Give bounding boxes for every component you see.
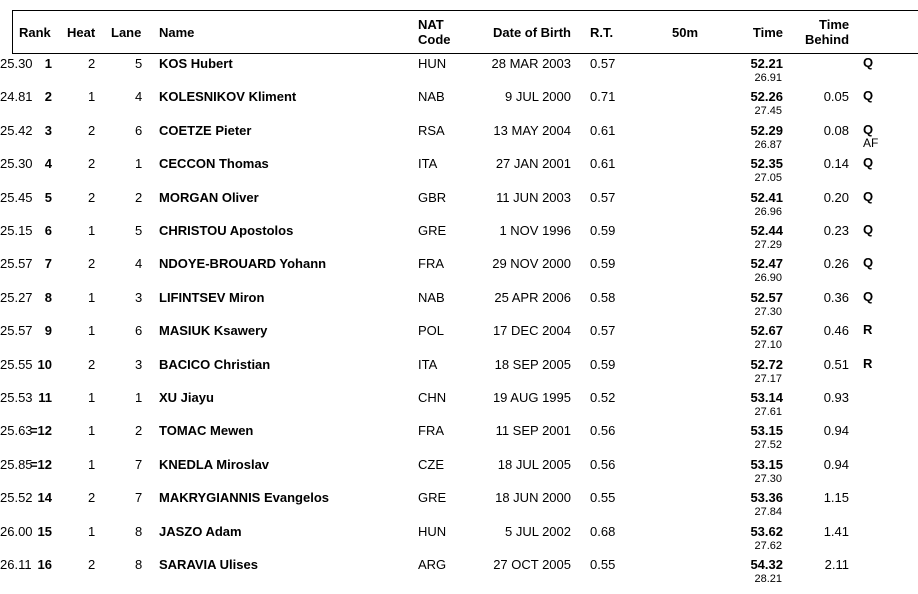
table-row [0,457,918,490]
date-of-birth-cell: 18 JUN 2000 [495,490,571,506]
header-date-of-birth: Date of Birth [493,25,571,40]
table-row [0,89,918,122]
nat-code-cell: GRE [418,490,447,506]
name-cell: MASIUK Ksawery [159,323,268,339]
table-row [0,56,918,89]
name-cell: CECCON Thomas [159,156,269,172]
heat-cell: 1 [88,456,96,472]
heat-cell: 1 [88,523,96,539]
qualification-cell: Q [863,55,874,70]
heat-cell: 2 [88,56,96,71]
reaction-time-cell: 0.57 [590,189,616,205]
time-cell: 53.15 [750,423,783,439]
reaction-time-cell: 0.58 [590,289,616,305]
reaction-time-cell: 0.55 [590,557,616,572]
header-reaction-time: R.T. [590,25,614,40]
time-behind-cell: 0.46 [823,323,849,339]
reaction-time-cell: 0.68 [590,523,616,539]
date-of-birth-cell: 27 OCT 2005 [493,557,571,572]
heat-cell: 2 [88,122,96,138]
time-behind-cell: 1.41 [823,523,849,539]
reaction-time-cell: 0.61 [590,156,616,172]
name-cell: NDOYE-BROUARD Yohann [159,256,327,272]
lane-cell: 5 [135,56,143,71]
rank-cell: 11 [38,390,52,405]
lane-cell: 1 [135,390,143,405]
lane-cell: 4 [135,89,143,105]
rank-cell: 2 [44,89,52,105]
time-behind-cell: 1.15 [823,490,849,506]
split-50m-cell: 25.53 [0,390,33,405]
time-cell: 52.67 [750,323,783,339]
reaction-time-cell: 0.59 [590,223,616,238]
lane-cell: 6 [135,323,143,339]
time-behind-cell: 0.51 [823,356,849,372]
heat-cell: 2 [88,256,96,272]
table-row [0,490,918,523]
heat-cell: 1 [88,423,96,439]
reaction-time-cell: 0.71 [590,89,616,105]
table-row [0,524,918,557]
heat-cell: 2 [88,156,96,172]
date-of-birth-cell: 9 JUL 2000 [504,89,571,105]
name-cell: XU Jiayu [159,390,214,405]
header-name: Name [159,25,195,40]
rank-cell: 10 [37,356,52,372]
rank-cell: 3 [44,122,52,138]
reaction-time-cell: 0.55 [590,490,616,506]
lane-cell: 1 [135,156,143,172]
split-50m-cell: 26.11 [0,557,32,572]
time-behind-cell: 0.14 [823,156,849,172]
split-50m-cell: 24.81 [0,89,33,105]
time-behind-cell: 0.36 [823,289,849,305]
lane-cell: 3 [135,356,143,372]
heat-cell: 1 [88,89,96,105]
qualification-cell: Q [863,121,874,137]
second-split-cell: 27.84 [754,506,782,519]
qualification-extra-cell: AF [863,135,879,150]
rank-cell: 14 [37,490,52,506]
nat-code-cell: FRA [418,423,444,439]
qualification-cell: Q [863,222,874,237]
header-nat-line2: Code [418,32,451,47]
reaction-time-cell: 0.56 [590,456,616,472]
split-50m-cell: 25.27 [0,289,33,305]
nat-code-cell: HUN [418,523,447,539]
split-50m-cell: 25.57 [0,323,33,339]
rank-cell: 5 [44,189,52,205]
second-split-cell: 27.10 [754,339,782,352]
date-of-birth-cell: 28 MAR 2003 [491,56,571,71]
nat-code-cell: NAB [418,89,445,105]
heat-cell: 1 [88,390,96,405]
name-cell: KOS Hubert [159,56,233,71]
name-cell: TOMAC Mewen [159,423,254,439]
nat-code-cell: RSA [418,122,445,138]
table-row [0,357,918,390]
qualification-cell: Q [863,255,874,271]
header-nat-line1: NAT [418,17,444,32]
nat-code-cell: GRE [418,223,447,238]
lane-cell: 5 [135,223,143,238]
table-row [0,557,918,590]
rank-cell: 9 [44,323,52,339]
date-of-birth-cell: 29 NOV 2000 [492,256,571,272]
table-row [0,190,918,223]
header-time: Time [752,25,783,40]
date-of-birth-cell: 17 DEC 2004 [492,323,571,339]
reaction-time-cell: 0.57 [590,323,616,339]
heat-cell: 2 [88,356,96,372]
qualification-cell: Q [863,88,874,104]
second-split-cell: 26.91 [754,72,782,84]
qualification-cell: R [863,355,873,371]
nat-code-cell: ITA [418,356,438,372]
header-time-behind-line2: Behind [805,32,850,47]
reaction-time-cell: 0.52 [590,390,616,405]
time-cell: 53.62 [750,523,783,539]
qualification-cell: Q [863,155,874,171]
nat-code-cell: ITA [418,156,438,172]
time-cell: 52.41 [750,189,783,205]
rank-cell: 16 [37,557,52,572]
table-row [0,390,918,423]
table-row [0,290,918,323]
heat-cell: 1 [88,323,96,339]
second-split-cell: 28.21 [754,573,782,585]
date-of-birth-cell: 5 JUL 2002 [504,523,571,539]
date-of-birth-cell: 13 MAY 2004 [493,122,571,138]
time-behind-cell: 0.94 [823,423,849,439]
qualification-cell: Q [863,188,874,204]
split-50m-cell: 26.00 [0,523,33,539]
name-cell: CHRISTOU Apostolos [159,223,294,238]
time-cell: 52.29 [750,122,783,138]
time-cell: 53.36 [750,490,783,506]
name-cell: KNEDLA Miroslav [159,456,270,472]
nat-code-cell: GBR [418,189,447,205]
split-50m-cell: 25.57 [0,256,33,272]
table-row [0,423,918,456]
lane-cell: 7 [135,490,143,506]
qualification-cell: R [863,322,873,338]
split-50m-cell: 25.85 [0,456,33,472]
time-cell: 52.21 [750,56,783,71]
qualification-cell: Q [863,288,874,304]
second-split-cell: 27.17 [754,372,782,385]
rank-cell: 15 [37,523,52,539]
lane-cell: 7 [135,456,143,472]
lane-cell: 2 [135,189,143,205]
second-split-cell: 26.90 [754,272,782,285]
time-cell: 53.14 [750,390,783,405]
nat-code-cell: NAB [418,289,445,305]
split-50m-cell: 25.15 [0,223,33,238]
lane-cell: 3 [135,289,143,305]
table-row [0,323,918,356]
time-behind-cell: 0.93 [823,390,849,405]
nat-code-cell: FRA [418,256,444,272]
lane-cell: 6 [135,122,143,138]
name-cell: BACICO Christian [159,356,271,372]
lane-cell: 2 [135,423,143,439]
header-heat: Heat [67,25,96,40]
name-cell: SARAVIA Ulises [159,557,258,572]
second-split-cell: 27.30 [754,305,782,318]
date-of-birth-cell: 18 JUL 2005 [497,456,571,472]
split-50m-cell: 25.52 [0,490,33,506]
heat-cell: 1 [88,289,96,305]
rank-cell: 8 [44,289,52,305]
name-cell: MORGAN Oliver [159,189,259,205]
rank-cell: 7 [44,256,52,272]
name-cell: MAKRYGIANNIS Evangelos [159,490,329,506]
time-behind-cell: 0.08 [823,122,849,138]
second-split-cell: 27.30 [754,472,782,485]
name-cell: JASZO Adam [159,523,242,539]
second-split-cell: 27.62 [754,539,782,552]
nat-code-cell: CZE [418,456,444,472]
rank-cell: =12 [29,456,52,472]
second-split-cell: 27.29 [754,239,782,251]
name-cell: COETZE Pieter [159,122,252,138]
rank-cell: =12 [29,423,52,439]
second-split-cell: 27.52 [754,439,782,452]
table-row [0,123,918,156]
time-behind-cell: 0.23 [823,223,849,238]
date-of-birth-cell: 11 JUN 2003 [496,189,571,205]
name-cell: KOLESNIKOV Kliment [159,89,297,105]
time-cell: 52.47 [750,256,783,272]
split-50m-cell: 25.42 [0,122,33,138]
second-split-cell: 26.87 [754,138,782,151]
nat-code-cell: ARG [418,557,447,572]
heat-cell: 2 [88,189,96,205]
time-cell: 52.72 [750,356,783,372]
time-behind-cell: 0.05 [823,89,849,105]
header-time-behind-line1: Time [819,17,850,32]
time-cell: 52.57 [750,289,783,305]
time-behind-cell: 2.11 [824,557,849,572]
table-row [0,156,918,189]
heat-cell: 1 [88,223,96,238]
time-behind-cell: 0.20 [823,189,849,205]
lane-cell: 8 [135,523,143,539]
second-split-cell: 27.61 [754,406,782,418]
time-behind-cell: 0.94 [823,456,849,472]
table-row [0,223,918,256]
date-of-birth-cell: 18 SEP 2005 [494,356,571,372]
split-50m-cell: 25.45 [0,189,33,205]
rank-cell: 4 [44,156,52,172]
header-50m: 50m [672,25,699,40]
rank-cell: 1 [44,56,52,71]
reaction-time-cell: 0.61 [590,122,616,138]
lane-cell: 8 [135,557,143,572]
date-of-birth-cell: 11 SEP 2001 [495,423,571,439]
nat-code-cell: HUN [418,56,447,71]
time-behind-cell: 0.26 [823,256,849,272]
split-50m-cell: 25.30 [0,156,33,172]
lane-cell: 4 [135,256,143,272]
reaction-time-cell: 0.59 [590,356,616,372]
split-50m-cell: 25.30 [0,56,33,71]
heat-cell: 2 [88,490,96,506]
second-split-cell: 27.45 [754,105,782,118]
name-cell: LIFINTSEV Miron [159,289,265,305]
rank-cell: 6 [44,223,52,238]
date-of-birth-cell: 25 APR 2006 [494,289,571,305]
table-row [0,256,918,289]
nat-code-cell: POL [418,323,445,339]
reaction-time-cell: 0.57 [590,56,616,71]
date-of-birth-cell: 27 JAN 2001 [495,156,571,172]
date-of-birth-cell: 1 NOV 1996 [499,223,571,238]
header-lane: Lane [111,25,142,40]
reaction-time-cell: 0.56 [590,423,616,439]
time-cell: 52.44 [750,223,783,238]
time-cell: 52.26 [750,89,783,105]
heat-cell: 2 [88,557,96,572]
nat-code-cell: CHN [418,390,447,405]
time-cell: 54.32 [750,557,783,572]
second-split-cell: 27.05 [754,172,782,185]
split-50m-cell: 25.63 [0,423,33,439]
split-50m-cell: 25.55 [0,356,33,372]
header-rank: Rank [19,25,51,40]
time-cell: 52.35 [750,156,783,172]
reaction-time-cell: 0.59 [590,256,616,272]
date-of-birth-cell: 19 AUG 1995 [492,390,571,405]
time-cell: 53.15 [750,456,783,472]
second-split-cell: 26.96 [754,205,782,218]
